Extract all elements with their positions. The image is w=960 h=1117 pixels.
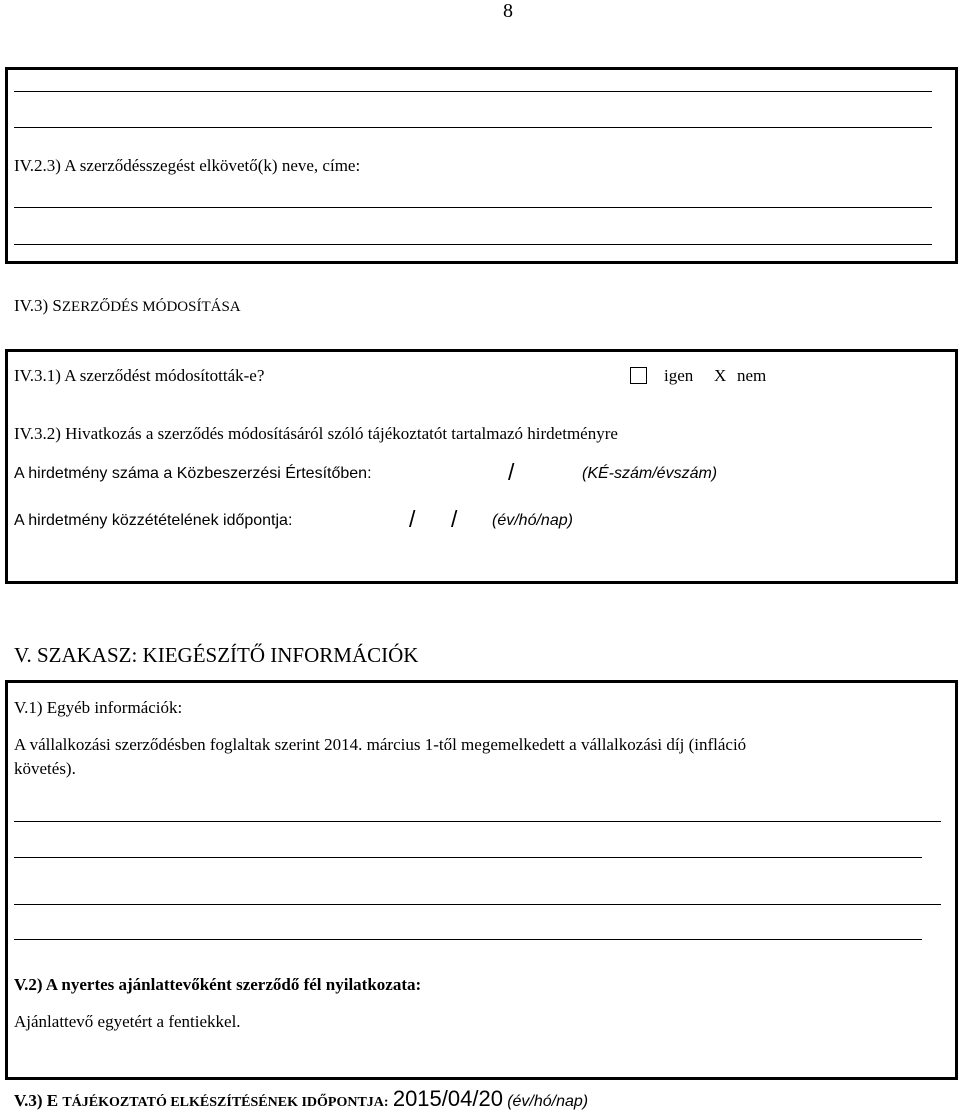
- v2-text: Ajánlattevő egyetért a fentiekkel.: [14, 1012, 241, 1031]
- date-separator-1: /: [409, 506, 416, 532]
- blank-line: [14, 821, 941, 822]
- iv-3-1-question: IV.3.1) A szerződést módosították-e?: [14, 366, 265, 385]
- yes-checkbox[interactable]: [630, 367, 647, 384]
- notice-number-hint: (KÉ-szám/évszám): [582, 465, 718, 482]
- v2-heading: V.2) A nyertes ajánlattevőként szerződő fél nyilatkozata:: [14, 975, 422, 994]
- blank-line: [14, 939, 922, 940]
- v3-date: 2015/04/20: [392, 1086, 503, 1111]
- blank-line: [14, 127, 932, 128]
- iv-2-3-heading: IV.2.3) A szerződésszegést elkövető(k) neve, címe:: [14, 156, 361, 175]
- v3-line: [14, 1086, 588, 1112]
- option-no-label: nem: [737, 366, 767, 385]
- notice-number-separator: /: [508, 459, 515, 485]
- iv-3-heading-rest: ZERZŐDÉS MÓDOSÍTÁSA: [61, 299, 241, 315]
- blank-line: [14, 244, 932, 245]
- iv-3-heading-prefix: IV.3) S: [14, 296, 62, 315]
- v1-heading: V.1) Egyéb információk:: [14, 698, 183, 717]
- notice-number-label: A hirdetmény száma a Közbeszerzési Értesítőben:: [14, 465, 372, 482]
- blank-line: [14, 857, 922, 858]
- section-v-heading: V. SZAKASZ: KIEGÉSZÍTŐ INFORMÁCIÓK: [14, 643, 419, 667]
- blank-line: [14, 91, 932, 92]
- v3-prefix: V.3) E: [14, 1091, 63, 1110]
- publication-date-label: A hirdetmény közzétételének időpontja:: [14, 512, 293, 529]
- option-yes-label: igen: [664, 366, 694, 385]
- date-separator-2: /: [451, 506, 458, 532]
- v1-text-line2: követés).: [14, 759, 76, 778]
- date-hint: (év/hó/nap): [492, 512, 573, 529]
- iv-3-heading: [14, 296, 241, 316]
- page-number: 8: [503, 0, 513, 22]
- option-no-mark[interactable]: X: [714, 366, 727, 385]
- v3-hint: (év/hó/nap): [507, 1093, 589, 1110]
- blank-line: [14, 207, 932, 208]
- v1-text-line1: A vállalkozási szerződésben foglaltak szerint 2014. március 1-től megemelkedett a vállalkozási díj (infláció: [14, 735, 747, 754]
- v3-caps: TÁJÉKOZTATÓ ELKÉSZÍTÉSÉNEK IDŐPONTJA:: [62, 1095, 389, 1110]
- blank-line: [14, 904, 941, 905]
- iv-3-2-heading: IV.3.2) Hivatkozás a szerződés módosításáról szóló tájékoztatót tartalmazó hirdetményre: [14, 424, 618, 443]
